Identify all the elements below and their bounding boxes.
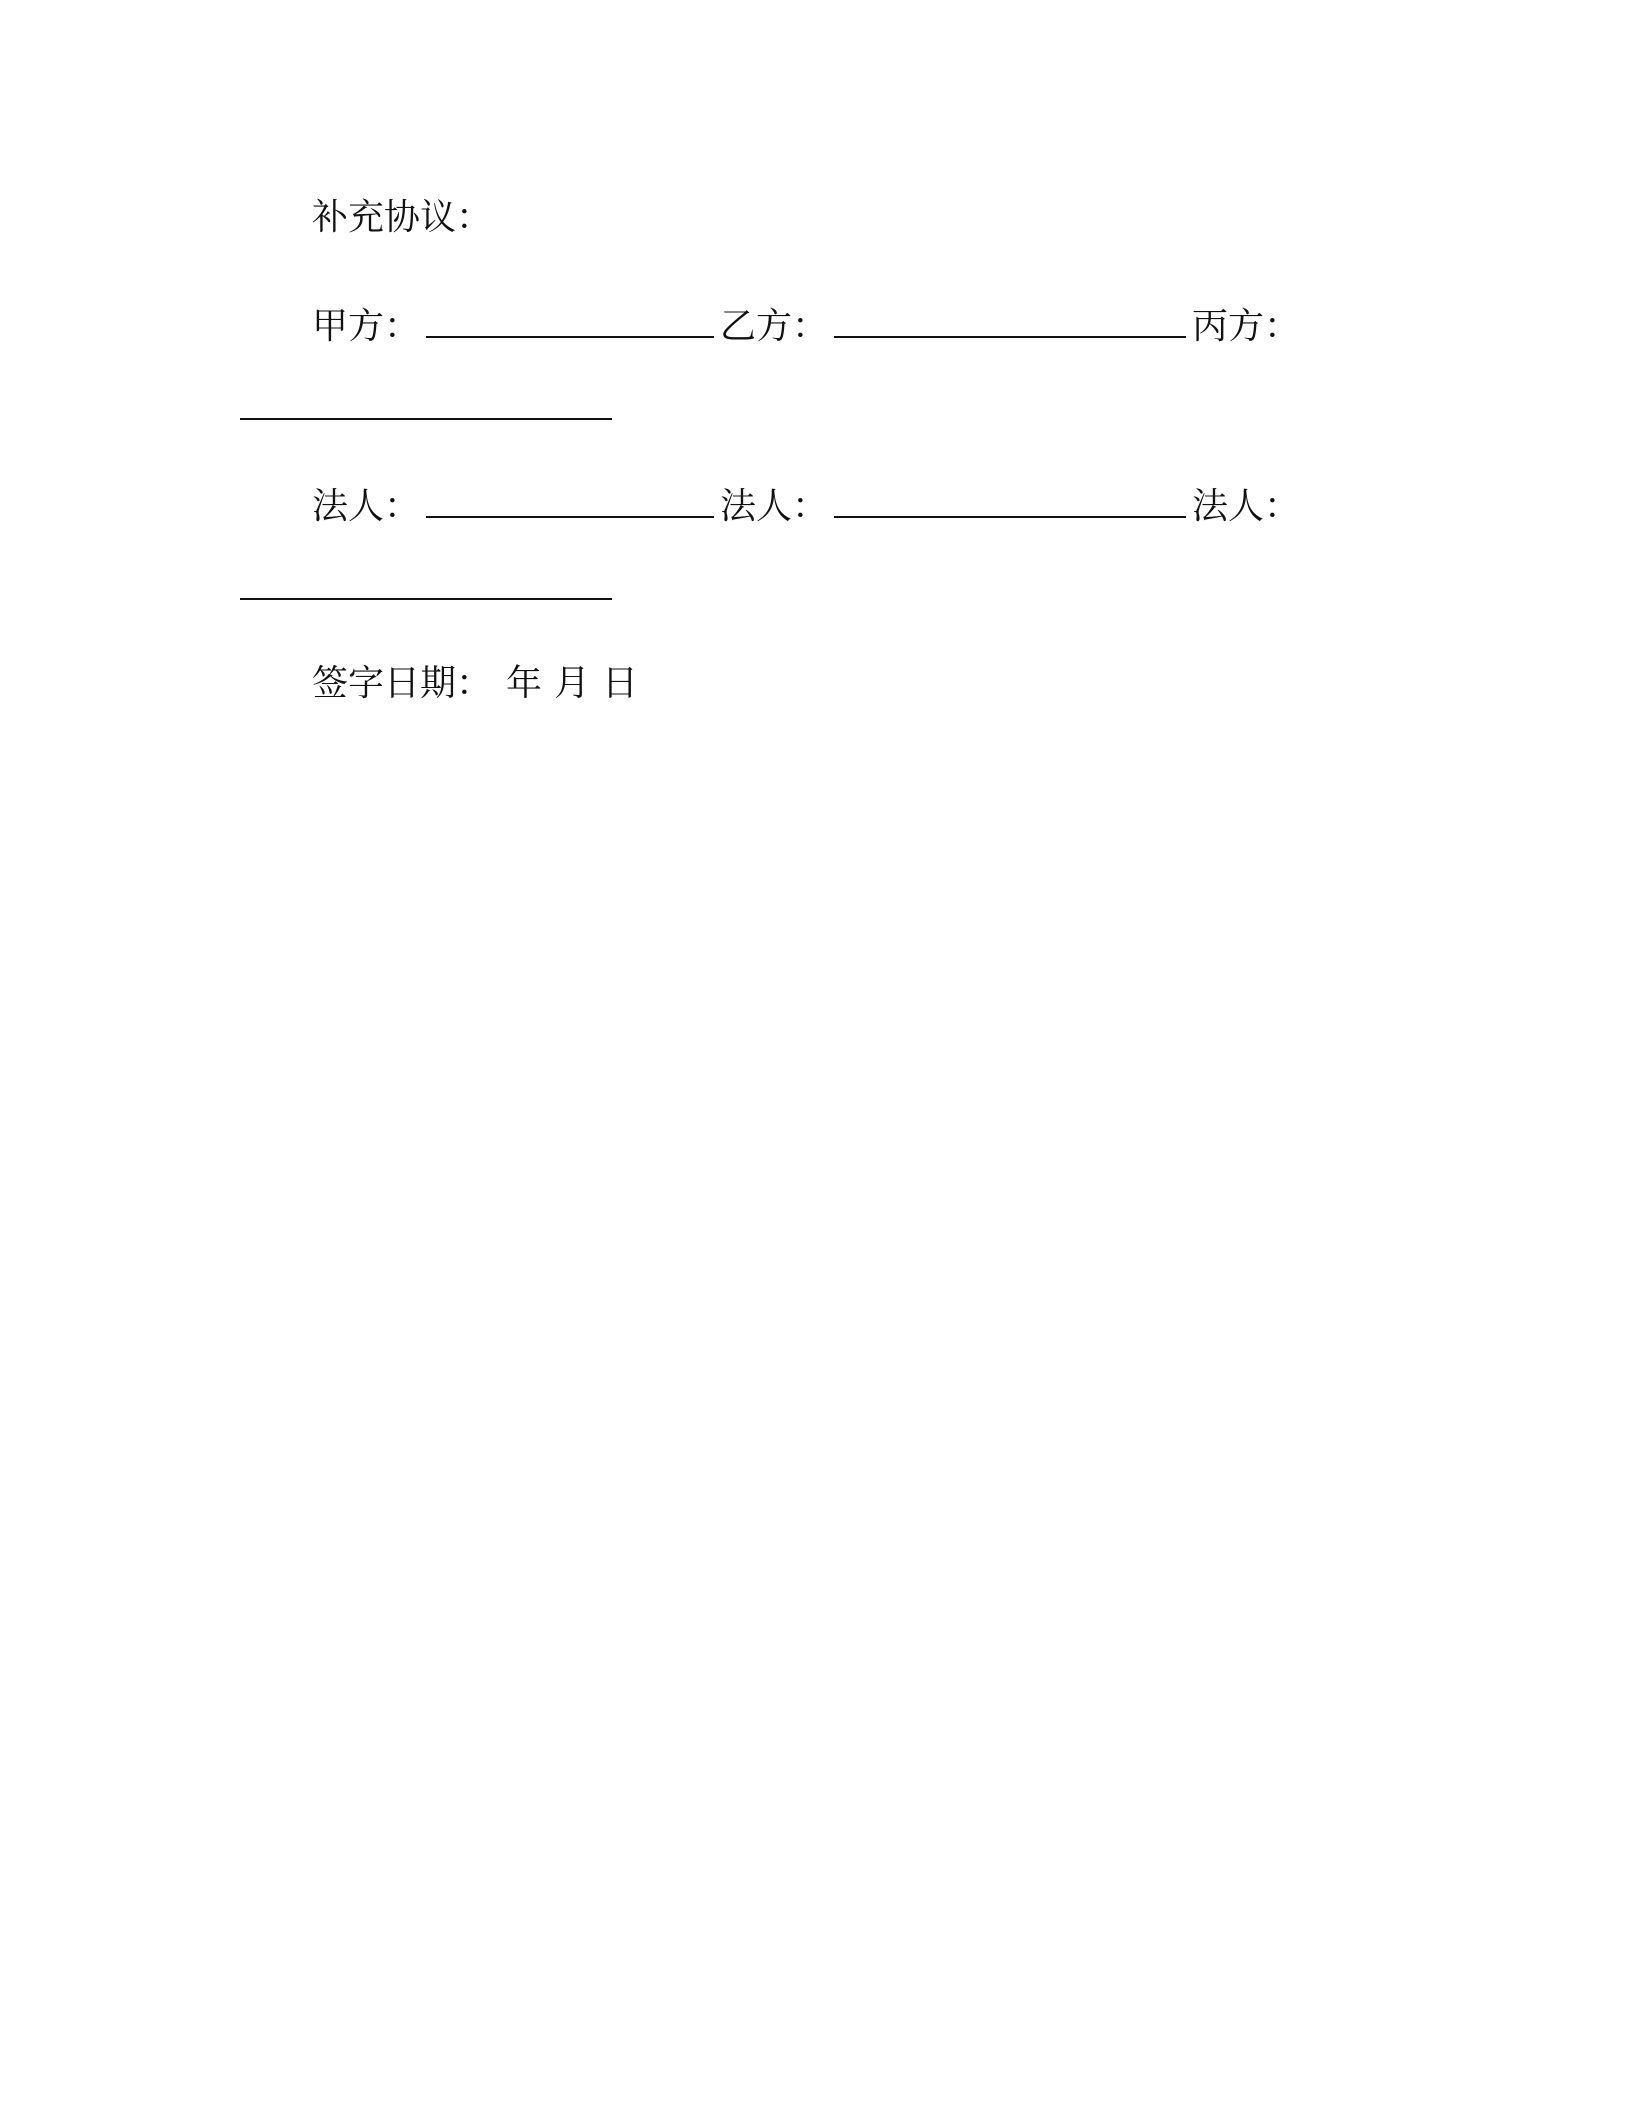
legal-rep-b-blank[interactable]: [834, 482, 1186, 518]
legal-reps-line: [312, 482, 1300, 529]
signing-day: 日: [602, 663, 639, 704]
signing-date-line: [312, 662, 638, 706]
legal-rep-c-blank[interactable]: [240, 598, 612, 600]
party-a-label: 甲方：: [312, 306, 421, 347]
legal-rep-a-label: 法人：: [312, 486, 421, 527]
signing-year: 年: [506, 663, 543, 704]
supplement-agreement-line: [312, 196, 492, 240]
party-a-blank[interactable]: [426, 302, 714, 338]
parties-line: [312, 302, 1300, 349]
legal-rep-a-blank[interactable]: [426, 482, 714, 518]
party-b-blank[interactable]: [834, 302, 1186, 338]
party-c-label: 丙方：: [1192, 306, 1301, 347]
signing-month: 月: [554, 663, 591, 704]
party-c-blank[interactable]: [240, 418, 612, 420]
party-b-label: 乙方：: [720, 306, 829, 347]
legal-rep-b-label: 法人：: [720, 486, 829, 527]
legal-rep-c-label: 法人：: [1192, 486, 1301, 527]
signing-date-label: 签字日期：: [312, 663, 493, 704]
supplement-agreement-title: 补充协议：: [312, 197, 493, 238]
